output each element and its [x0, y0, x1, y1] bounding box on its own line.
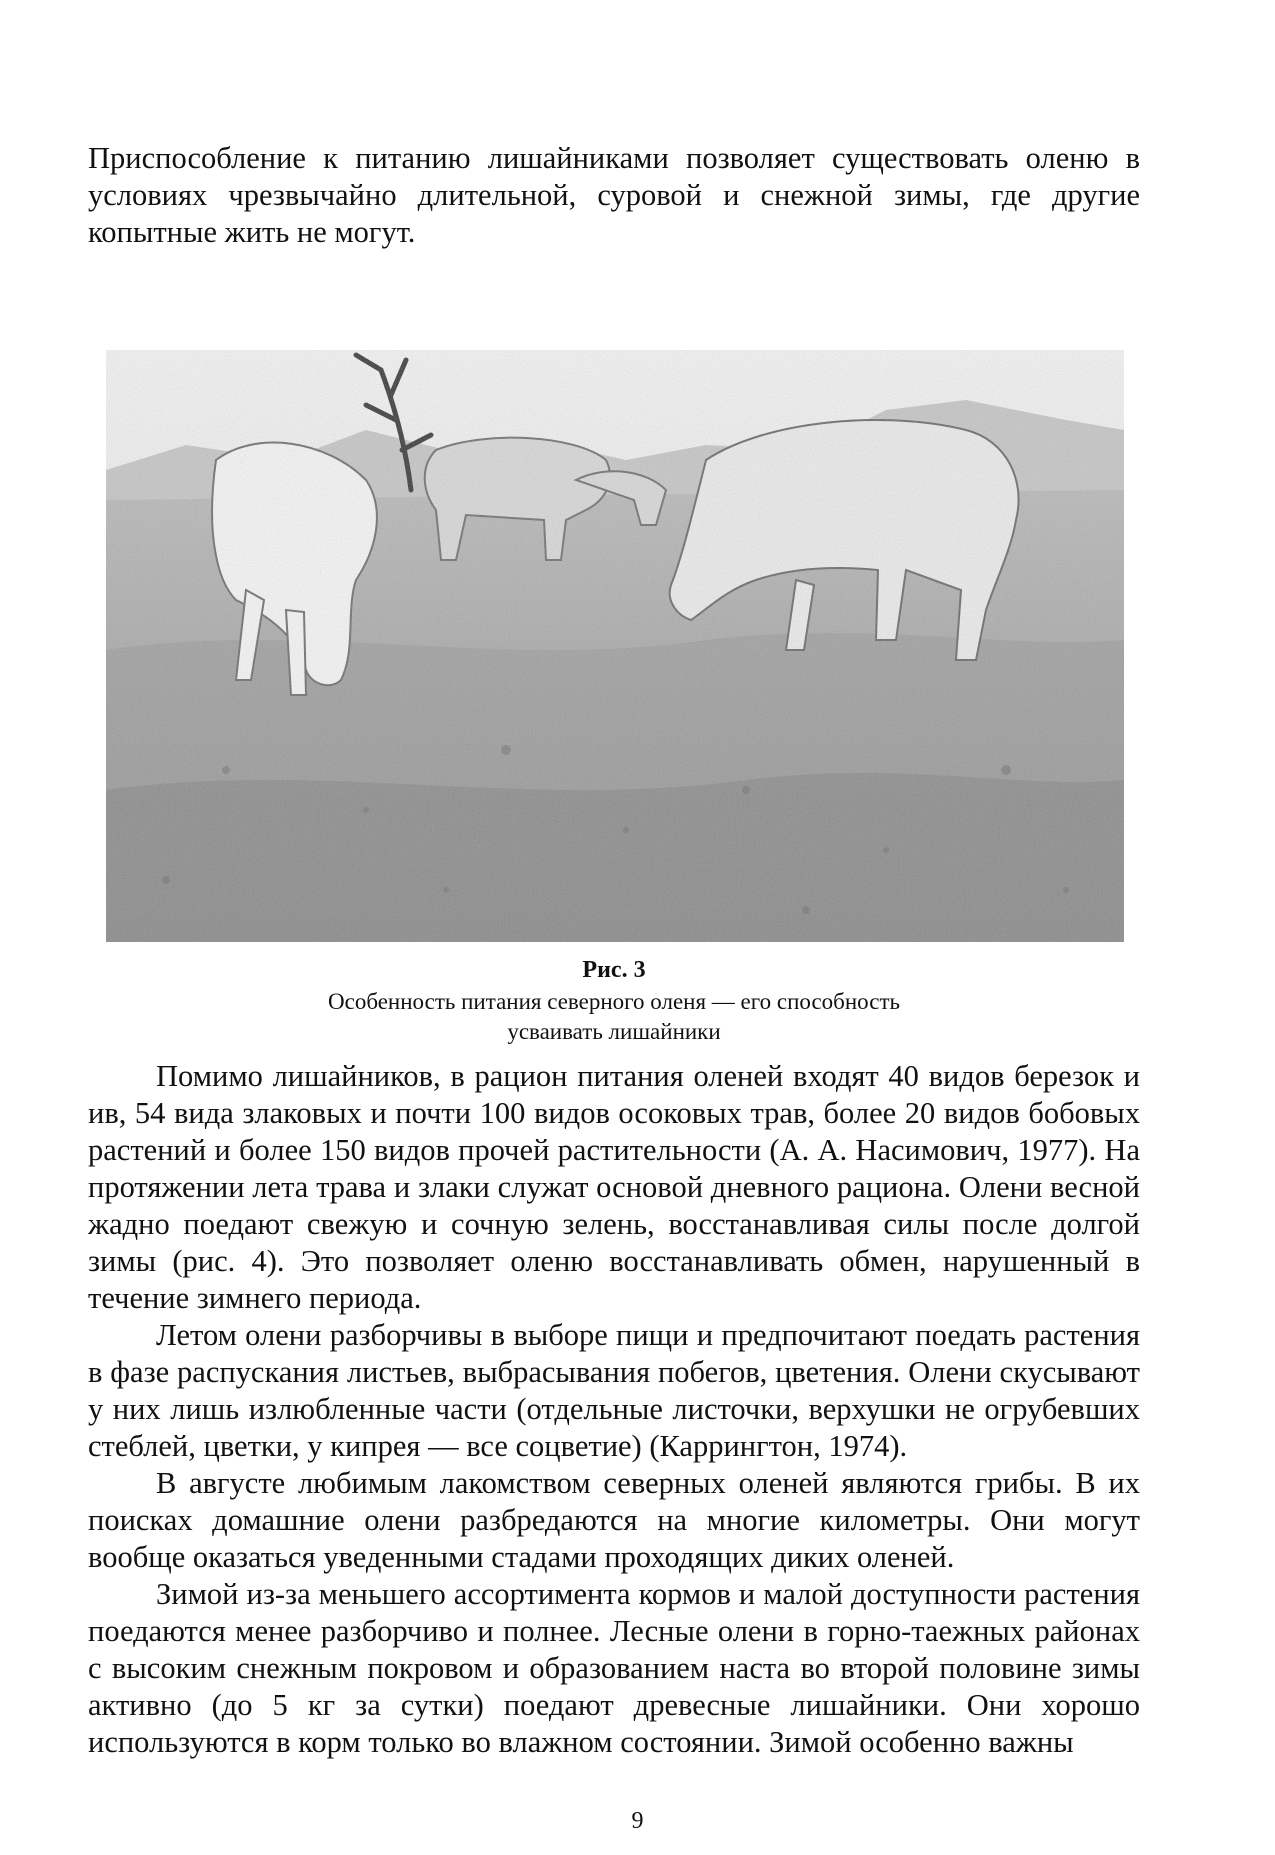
body-text-block	[88, 1058, 1140, 1761]
paragraph-summer: Летом олени разборчивы в выборе пищи и предпочитают поедать растения в фазе распускания листьев, выбрасывания побегов, цветения. Олени скусывают у них лишь излюбленные части (отдельные листочки, верхушки не огрубевших стеблей, цветки, у кипрея — все соцветие) (Каррингтон, 1974).	[88, 1318, 1140, 1463]
page-number: 9	[631, 1808, 644, 1834]
paragraph-august: В августе любимым лакомством северных оленей являются грибы. В их поисках домашние олени разбредаются на многие километры. Они могут вообще оказаться уведенными стадами проходящих диких оленей.	[88, 1466, 1140, 1574]
reindeer-grazing-image	[106, 350, 1124, 942]
intro-text-block	[88, 140, 1140, 251]
figure-label: Рис. 3	[582, 957, 646, 983]
paragraph-winter: Зимой из-за меньшего ассортимента кормов и малой доступности растения поедаются менее разборчиво и полнее. Лесные олени в горно-таежных районах с высоким снежным покровом и образованием наста во второй половине зимы активно (до 5 кг за сутки) поедают древесные лишайники. Они хорошо используются в корм только во влажном состоянии. Зимой особенно важны	[88, 1577, 1140, 1759]
intro-paragraph: Приспособление к питанию лишайниками позволяет существовать оленю в условиях чрезвычайно длительной, суровой и снежной зимы, где другие копытные жить не могут.	[88, 141, 1140, 249]
figure-caption-line2: усваивать лишайники	[507, 1019, 721, 1044]
paragraph-diet: Помимо лишайников, в рацион питания оленей входят 40 видов березок и ив, 54 вида злаковых и почти 100 видов осоковых трав, более 20 видов бобовых растений и более 150 видов прочей растительности (А. А. Насимович, 1977). На протяжении лета трава и злаки служат основой дневного рациона. Олени весной жадно поедают свежую и сочную зелень, восстанавливая силы после долгой зимы (рис. 4). Это позволяет оленю восстанавливать обмен, нарушенный в течение зимнего периода.	[88, 1059, 1140, 1315]
figure-caption-line1: Особенность питания северного оленя — его способность	[328, 989, 900, 1014]
reindeer-photo	[106, 350, 1124, 942]
